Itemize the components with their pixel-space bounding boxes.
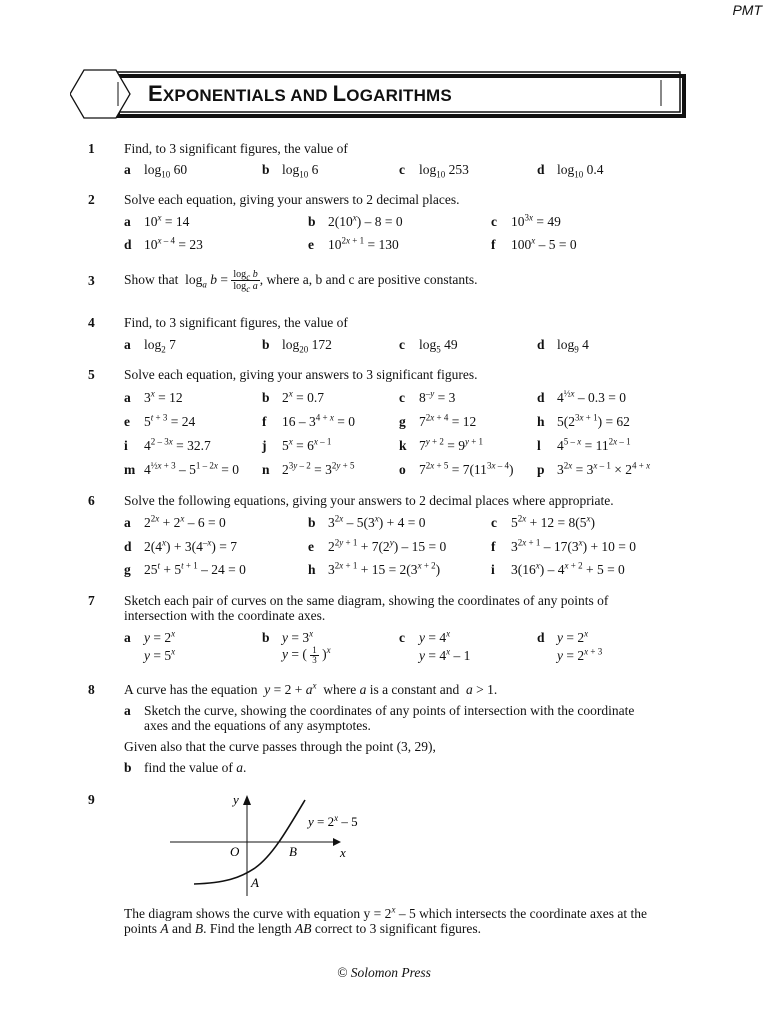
q7-part-d: d $y = 2^x$: [537, 628, 589, 645]
q1-part-d: d $\log_{10} 0.4$: [537, 162, 604, 180]
q2-part-c: c $10^{3x} = 49$: [491, 212, 561, 229]
q5-part-b: b $2^x = 0.7$: [262, 388, 324, 405]
q4-part-c: c $\log_5 49$: [399, 337, 458, 355]
q1-number: 1: [88, 141, 95, 156]
q2-text: Solve each equation, giving your answers to 2 decimal places.: [124, 192, 460, 207]
q6-text: Solve the following equations, giving your answers to 2 decimal places where appropriate.: [124, 493, 614, 508]
q8-part-b: b find the value of a.: [124, 760, 247, 775]
q5-part-d: d $4^{\frac{1}{2}x} - 0.3 = 0$: [537, 388, 626, 405]
q6-part-i: i $3(16^x) - 4^{x + 2} + 5 = 0$: [491, 560, 625, 577]
q8-given: Given also that the curve passes through the point (3, 29),: [124, 739, 436, 754]
q5-part-m: m $4^{\frac{1}{2}x + 3} - 5^{1 - 2x} = 0$: [124, 460, 239, 477]
q5-part-n: n $2^{3y - 2} = 3^{2y + 5}$: [262, 460, 355, 477]
q7-part-c2: $y = 4^x - 1$: [419, 646, 471, 663]
q5-part-l: l $4^{5 - x} = 11^{2x - 1}$: [537, 436, 631, 453]
q5-part-c: c $8^{-y} = 3$: [399, 388, 456, 405]
point-b-label: B: [289, 844, 297, 859]
q5-part-j: j $5^x = 6^{x - 1}$: [262, 436, 332, 453]
q3-number: 3: [88, 273, 95, 288]
q2-part-d: d $10^{x - 4} = 23$: [124, 235, 203, 252]
q7-line1: Sketch each pair of curves on the same diagram, showing the coordinates of any points of: [124, 593, 609, 608]
q7-part-b: b $y = 3^x$: [262, 628, 314, 645]
q2-part-a: a $10^x = 14$: [124, 212, 190, 229]
q4-part-a: a $\log_2 7$: [124, 337, 176, 355]
q7-number: 7: [88, 593, 95, 608]
q5-part-e: e $5^{t + 3} = 24$: [124, 412, 196, 429]
q6-number: 6: [88, 493, 95, 508]
q6-part-g: g $25^t + 5^{t + 1} - 24 = 0$: [124, 560, 246, 577]
q8-part-a: a Sketch the curve, showing the coordinates of any points of intersection with the coordinate: [124, 703, 635, 718]
q5-number: 5: [88, 367, 95, 382]
q5-part-h: h $5(2^{3x + 1}) = 62$: [537, 412, 630, 429]
q6-part-e: e $2^{2y + 1} + 7(2^y) - 15 = 0$: [308, 537, 447, 554]
q6-part-c: c $5^{2x} + 12 = 8(5^x)$: [491, 513, 595, 530]
q1-text: Find, to 3 significant figures, the value of: [124, 141, 348, 156]
q5-part-i: i $4^{2 - 3x} = 32.7$: [124, 436, 211, 453]
footer: © Solomon Press: [337, 965, 431, 980]
q6-part-d: d $2(4^x) + 3(4^{-x}) = 7$: [124, 537, 237, 554]
q7-part-c: c $y = 4^x$: [399, 628, 451, 645]
q7-line2: intersection with the coordinate axes.: [124, 608, 326, 623]
q1-part-a: a $\log_{10} 60$: [124, 162, 188, 180]
origin-label: O: [230, 844, 240, 859]
q9-number: 9: [88, 792, 95, 807]
q2-part-b: b 2(10$^x$) – 8 = 0: [308, 212, 403, 229]
q8-number: 8: [88, 682, 95, 697]
q4-part-d: d $\log_9 4$: [537, 337, 589, 355]
y-axis-label: y: [233, 792, 239, 807]
q6-part-b: b $3^{2x} - 5(3^x) + 4 = 0$: [308, 513, 426, 530]
q5-part-g: g $7^{2x + 4} = 12$: [399, 412, 477, 429]
x-axis-label: x: [340, 845, 346, 860]
q7-part-a2: $y = 5^x$: [144, 646, 176, 663]
q8-part-a-cont: axes and the equations of any asymptotes.: [144, 718, 371, 733]
page-title: EXPONENTIALS AND LOGARITHMS: [148, 81, 452, 106]
point-a-label: A: [251, 875, 259, 890]
q5-part-p: p $3^{2x} = 3^{x - 1} \times 2^{4 + x}$: [537, 460, 651, 477]
q7-part-b2: y = ( $\frac{1}{3}$ )$^x$: [282, 645, 331, 665]
q5-part-f: f $16 - 3^{4 + x} = 0$: [262, 412, 355, 429]
q7-part-d2: $y = 2^{x + 3}$: [557, 646, 603, 663]
q1-part-b: b $\log_{10} 6$: [262, 162, 319, 180]
q2-part-f: f 100$^x$ – 5 = 0: [491, 235, 577, 252]
q8-text: A curve has the equation $y = 2 + a^x$ where a is a constant and a > 1.: [124, 680, 498, 697]
q1-part-c: c $\log_{10} 253$: [399, 162, 469, 180]
q2-part-e: e $10^{2x + 1} = 130$: [308, 235, 399, 252]
q5-part-k: k $7^{y + 2} = 9^{y + 1}$: [399, 436, 484, 453]
q4-text: Find, to 3 significant figures, the value of: [124, 315, 348, 330]
y-arrow: [243, 795, 251, 805]
q4-part-b: b $\log_{20} 172$: [262, 337, 332, 355]
q6-part-h: h $3^{2x + 1} + 15 = 2(3^{x + 2})$: [308, 560, 441, 577]
corner-label: PMT: [732, 2, 762, 18]
q6-part-a: a $2^{2x} + 2^x - 6 = 0$: [124, 513, 226, 530]
curve-label: $y = 2^x - 5$: [308, 813, 358, 829]
q9-line2: points A and B. Find the length AB correct to 3 significant figures.: [124, 921, 481, 936]
q6-part-f: f $3^{2x + 1} - 17(3^x) + 10 = 0$: [491, 537, 637, 554]
q5-part-a: a $3^x = 12$: [124, 388, 183, 405]
q3-text: Show that $\log_a b$ = $\frac{\log_c b}{\log_c a}$ , where a, b and c are positive constants.: [124, 269, 478, 295]
q9-line1: The diagram shows the curve with equation $y = 2^x - 5$ which intersects the coordinate axes at the: [124, 904, 647, 921]
q2-number: 2: [88, 192, 95, 207]
q5-text: Solve each equation, giving your answers to 3 significant figures.: [124, 367, 478, 382]
q5-part-o: o $7^{2x + 5} = 7(11^{3x - 4})$: [399, 460, 514, 477]
q7-part-a: a $y = 2^x$: [124, 628, 176, 645]
q4-number: 4: [88, 315, 95, 330]
